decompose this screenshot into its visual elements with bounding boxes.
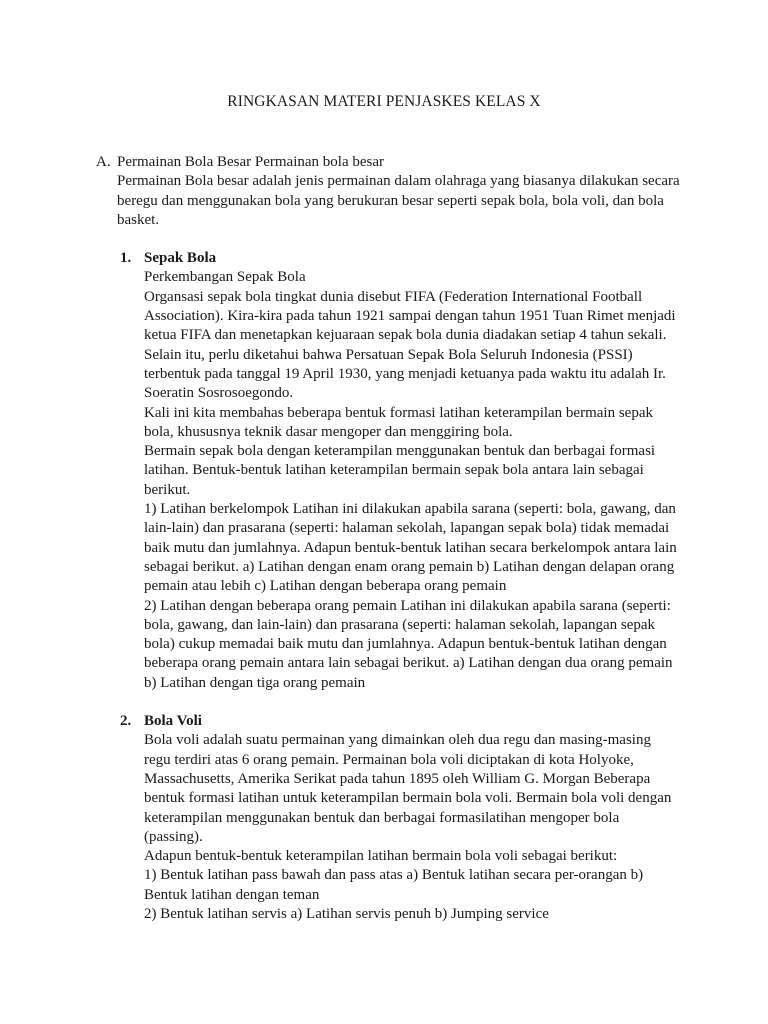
paragraph: 1) Latihan berkelompok Latihan ini dilakukan apabila sarana (seperti: bola, gawang, dan lain-lain) dan prasarana (seperti: halaman sekolah, lapangan sepak bola) tidak memadai baik mutu dan jumlahnya. Adapun bentuk-bentuk latihan secara berkelompok antara lain sebagai berikut. a) Latihan dengan enam orang pemain b) Latihan dengan delapan orang pemain atau lebih c) Latihan dengan beberapa orang pemain xyxy=(144,501,677,595)
item-heading: Bola Voli xyxy=(144,713,202,730)
paragraph: Organsasi sepak bola tingkat dunia disebut FIFA (Federation International Football Association). Kira-kira pada tahun 1921 sampai dengan tahun 1951 Tuan Rimet menjadi ketua FIFA dan menetapkan kejuaraan sepak bola dunia diadakan setiap 4 tahun sekali. Selain itu, perlu diketahui bahwa Persatuan Sepak Bola Seluruh Indonesia (PSSI) terbentuk pada tanggal 19 April 1930, yang menjadi ketuanya pada waktu itu adalah Ir. Soeratin Sosrosoegondo. xyxy=(144,288,676,402)
item-body xyxy=(144,731,679,924)
section-marker: A. xyxy=(96,154,111,170)
item-number: 1. xyxy=(120,250,132,267)
spacer xyxy=(96,693,696,712)
item-number: 2. xyxy=(120,713,132,730)
section-intro: Permainan Bola besar adalah jenis permainan dalam olahraga yang biasanya dilakukan secara beregu dan menggunakan bola yang berukuran besar seperti sepak bola, bola voli, dan bola basket. xyxy=(117,173,680,228)
document-title: RINGKASAN MATERI PENJASKES KELAS X xyxy=(227,93,541,110)
section-a xyxy=(96,153,696,924)
spacer xyxy=(96,230,696,249)
item-heading-row xyxy=(120,712,696,731)
section-a-body xyxy=(117,153,687,230)
item-body xyxy=(144,268,679,693)
section-a-row xyxy=(96,153,696,230)
paragraph: Bola voli adalah suatu permainan yang dimainkan oleh dua regu dan masing-masing regu terdiri atas 6 orang pemain. Permainan bola voli diciptakan di kota Holyoke, Massachusetts, Amerika Serikat pada tahun 1895 oleh William G. Morgan Beberapa bentuk formasi latihan untuk keterampilan bermain bola voli. Bermain bola voli dengan keterampilan menggunakan bentuk dan berbagai formasilatihan mengoper bola (passing). xyxy=(144,732,672,845)
item-heading: Sepak Bola xyxy=(144,250,217,267)
paragraph: Kali ini kita membahas beberapa bentuk formasi latihan keterampilan bermain sepak bola, khususnya teknik dasar mengoper dan menggiring bola. xyxy=(144,404,653,440)
list-item-sepak-bola xyxy=(120,249,696,693)
paragraph: Bermain sepak bola dengan keterampilan menggunakan bentuk dan berbagai formasi latihan. Bentuk-bentuk latihan keterampilan bermain sepak bola antara lain sebagai berikut. xyxy=(144,443,656,498)
section-heading: Permainan Bola Besar Permainan bola besar xyxy=(117,154,384,170)
paragraph: Adapun bentuk-bentuk keterampilan latihan bermain bola voli sebagai berikut: xyxy=(144,848,618,865)
item-heading-row xyxy=(120,249,696,268)
paragraph: 2) Latihan dengan beberapa orang pemain Latihan ini dilakukan apabila sarana (seperti: bola, gawang, dan lain-lain) dan prasarana (seperti: halaman sekolah, lapangan sepak bola) cukup memadai baik mutu dan jumlahnya. Adapun bentuk-bentuk latihan dengan beberapa orang pemain antara lain sebagai berikut. a) Latihan dengan dua orang pemain b) Latihan dengan tiga orang pemain xyxy=(144,597,673,691)
list-item-bola-voli xyxy=(120,712,696,924)
paragraph: 1) Bentuk latihan pass bawah dan pass atas a) Bentuk latihan secara per-orangan b) Bentuk latihan dengan teman xyxy=(144,867,644,903)
paragraph: 2) Bentuk latihan servis a) Latihan servis penuh b) Jumping service xyxy=(144,905,549,922)
paragraph: Perkembangan Sepak Bola xyxy=(144,269,306,286)
